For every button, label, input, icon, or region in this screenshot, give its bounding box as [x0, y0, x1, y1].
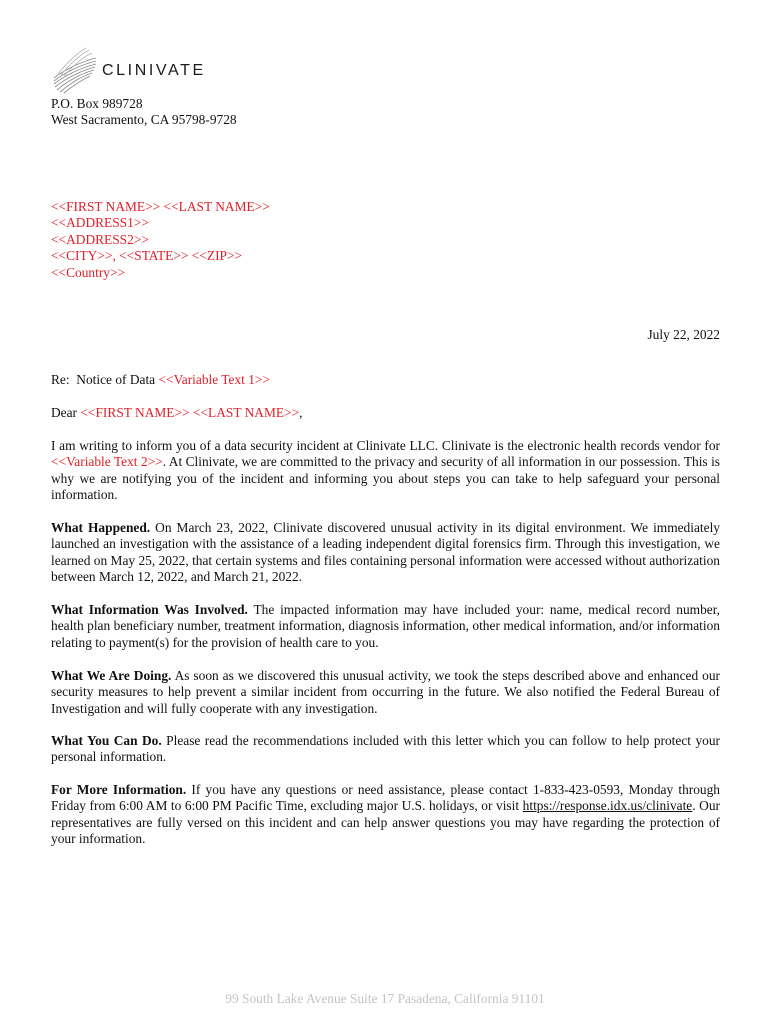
- sender-city: West Sacramento, CA 95798-9728: [51, 112, 237, 128]
- what-happened-heading: What Happened.: [51, 520, 151, 535]
- what-information-text: The impacted information may have included your: name, medical record number, health plan beneficiary number, treatment information, diagnosis information, other medical information, and/or information relating to payment(s) for the provision of health care to you.: [51, 602, 720, 650]
- intro-paragraph: [51, 438, 720, 504]
- greeting-prefix: Dear: [51, 405, 81, 420]
- subject-variable: <<Variable Text 1>>: [158, 372, 271, 387]
- clinivate-logo: [50, 44, 220, 94]
- more-information-text-1: If you have any questions or need assistance, please contact 1-833-423-0593, Monday through Friday from 6:00 AM to 6:00 PM Pacific Time, excluding major U.S. holidays, or visit: [51, 782, 720, 814]
- response-link[interactable]: https://response.idx.us/clinivate: [522, 798, 693, 814]
- intro-text-1: I am writing to inform you of a data security incident at Clinivate LLC. Clinivate is the electronic health records vendor for: [51, 438, 720, 453]
- recipient-address1: <<ADDRESS1>>: [51, 215, 149, 231]
- clinivate-swirl-icon: [50, 44, 102, 96]
- sender-address: [51, 96, 720, 129]
- intro-variable: <<Variable Text 2>>: [51, 454, 163, 470]
- more-information-heading: For More Information.: [51, 782, 187, 797]
- brand-name: CLINIVATE: [102, 62, 206, 79]
- recipient-address: [51, 199, 720, 281]
- more-information-text-2: . Our representatives are fully versed on this incident and can help answer questions you may have regarding the protection of your information.: [51, 798, 720, 847]
- greeting-suffix: ,: [299, 405, 303, 420]
- footer-address: 99 South Lake Avenue Suite 17 Pasadena, California 91101: [225, 991, 545, 1006]
- what-happened-paragraph: [51, 520, 720, 586]
- what-we-are-doing-text: As soon as we discovered this unusual activity, we took the steps described above and enhanced our security measures to help prevent a similar incident from occurring in the future. We also notified the Federal Bureau of Investigation and will fully cooperate with any investigation.: [51, 668, 720, 716]
- recipient-address2: <<ADDRESS2>>: [51, 231, 149, 247]
- greeting: [51, 405, 720, 421]
- recipient-name: <<FIRST NAME>> <<LAST NAME>>: [51, 199, 270, 214]
- more-information-paragraph: [51, 782, 720, 848]
- what-you-can-do-text: Please read the recommendations included with this letter which you can follow to help protect your personal information.: [51, 733, 720, 765]
- letter-date: July 22, 2022: [647, 327, 720, 342]
- what-we-are-doing-heading: What We Are Doing.: [51, 668, 172, 683]
- recipient-city-state-zip: <<CITY>>, <<STATE>> <<ZIP>>: [51, 248, 243, 264]
- intro-text-2: . At Clinivate, we are committed to the privacy and security of all information in our possession. This is why we are notifying you of the incident and informing you about steps you can take to help safeguard your personal information.: [51, 454, 720, 503]
- recipient-country: <<Country>>: [51, 264, 126, 280]
- sender-po-box: P.O. Box 989728: [51, 96, 143, 111]
- subject-line: [51, 372, 720, 388]
- what-we-are-doing-paragraph: [51, 668, 720, 717]
- what-happened-text: On March 23, 2022, Clinivate discovered unusual activity in its digital environment. We immediately launched an investigation with the assistance of a leading independent digital forensics firm. Through this investigation, we learned on May 25, 2022, that certain systems and files containing personal information were accessed without authorization between March 12, 2022, and March 21, 2022.: [51, 520, 720, 585]
- what-you-can-do-paragraph: [51, 733, 720, 766]
- subject-prefix: Re: Notice of Data: [51, 372, 159, 387]
- what-information-heading: What Information Was Involved.: [51, 602, 248, 617]
- what-information-paragraph: [51, 602, 720, 651]
- greeting-name: <<FIRST NAME>> <<LAST NAME>>: [80, 405, 300, 420]
- what-you-can-do-heading: What You Can Do.: [51, 733, 162, 748]
